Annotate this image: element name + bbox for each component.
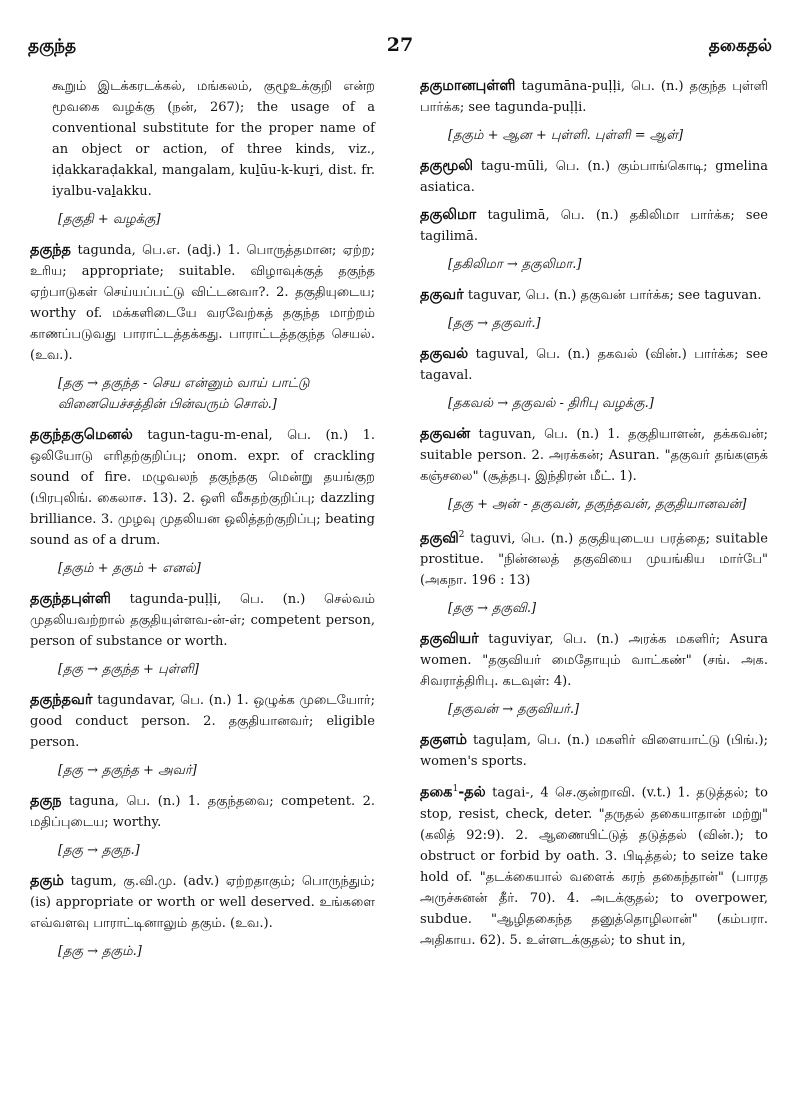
headword: தகுவன் bbox=[420, 426, 471, 442]
definition-text: taguna, பெ. (n.) 1. தகுந்தவை; competent. 2. மதிப்புடைய; worthy. bbox=[30, 794, 375, 830]
dictionary-entry bbox=[30, 690, 375, 753]
definition-text: taguvar, பெ. (n.) தகுவன் பார்க்க; see taguvan. bbox=[467, 288, 762, 303]
headword: தகுந்தவர் bbox=[30, 692, 93, 708]
etymology-note: [தகுவன் → தகுவியர்.] bbox=[448, 702, 580, 718]
etymology-note: [தகு → தகுந்த + அவர்] bbox=[58, 763, 197, 778]
etymology-note: [தகவல் → தகுவல் - திரிபு வழக்கு.] bbox=[448, 396, 654, 411]
dictionary-entry bbox=[30, 240, 375, 366]
definition-text: tagum, கு.வி.மு. (adv.) ஏற்றதாகும்; பொருந்தும்; (is) appropriate or worth or well deserved. உங்களை எவ்வளவு பாராட்டினாலும் தகும். (உவ.). bbox=[30, 874, 376, 931]
header-right-guideword: தகைதல் bbox=[708, 36, 772, 56]
headword: தகுமூலி bbox=[420, 158, 474, 174]
definition-text: taguviyar, பெ. (n.) அரக்க மகளிர்; Asura women. "தகுவியர் மைதோயும் வாட்கண்" (சங். அக. சிவராத்திரிபு. கடவுள்: 4). bbox=[420, 632, 768, 690]
dictionary-entry bbox=[420, 629, 768, 692]
dictionary-entry bbox=[30, 589, 375, 652]
headword: தகுவியர் bbox=[420, 631, 479, 648]
definition-text: taguvi, பெ. (n.) தகுதியுடைய பரத்தை; suitable prostitue. "நின்னலத் தகுவியை முயங்கிய மார்பே" (அகநா. 196 : 13) bbox=[420, 531, 768, 589]
etymology-note: [தகும் + ஆன + புள்ளி. புள்ளி = ஆள்] bbox=[448, 128, 684, 143]
dictionary-entry bbox=[30, 871, 375, 934]
headword: தகுந்த bbox=[30, 242, 71, 258]
homonym-number: 2 bbox=[458, 530, 465, 540]
definition-text: கூறும் இடக்கரடக்கல், மங்கலம், குழூஉக்குறி என்ற மூவகை வழக்கு (நன், 267); the usage of a conventional substitute for the proper name of an object or action, of three kinds, viz., iḍakkaraḍakkal, mangalam, kuḻūu-k-kuṟi, dist. fr. iyalbu-vaḻakku. bbox=[52, 79, 375, 199]
headword: தகுலிமா bbox=[420, 207, 477, 223]
page-number: 27 bbox=[386, 34, 414, 56]
definition-text: tagundavar, பெ. (n.) 1. ஒழுக்க முடையோர்; good conduct person. 2. தகுதியானவர்; eligible person. bbox=[30, 693, 375, 750]
definition-text: tagun-tagu-m-enal, பெ. (n.) 1. ஒலியோடு எரிதற்குறிப்பு; onom. expr. of crackling sound of fire. மழுவலந் தகுந்தகு மென்று தயங்குற (பிரபுலிங். கைலாச. 13). 2. ஒளி வீசுதற்குறிப்பு; dazzling brilliance. 3. முழவு முதலியன ஒலித்தற்குறிப்பு; beating sound as of a drum. bbox=[30, 428, 375, 548]
headword: தகுமானபுள்ளி bbox=[420, 78, 516, 94]
definition-text: tagulimā, பெ. (n.) தகிலிமா பார்க்க; see tagilimā. bbox=[420, 208, 768, 244]
etymology-note: [தகு → தகுந்த + புள்ளி] bbox=[58, 662, 199, 677]
definition-text: tagunda-puḷḷi, பெ. (n.) செல்வம் முதலியவற்றால் தகுதியுள்ளவ-ன்-ள்; competent person, person of substance or worth. bbox=[30, 592, 375, 649]
dictionary-entry bbox=[30, 425, 375, 551]
definition-text: tagunda, பெ.எ. (adj.) 1. பொருத்தமான; ஏற்ற; உரிய; appropriate; suitable. விழாவுக்குத் தகுந்த ஏற்பாடுகள் செய்யப்பட்டு விட்டனவா?. 2. தகுதியுடைய; worthy of. மக்களிடையே வரவேற்கத் தகுந்த மாற்றம் காணப்படுவது பாராட்டத்தக்கது. பாராட்டத்தகுந்த செயல். (உவ.). bbox=[30, 243, 375, 363]
right-column bbox=[420, 76, 768, 958]
etymology-note: [தகும் + தகும் + எனல்] bbox=[58, 561, 201, 576]
dictionary-entry bbox=[420, 730, 768, 772]
headword: தகுவல் bbox=[420, 346, 469, 362]
entry-continuation bbox=[30, 76, 375, 202]
headword: தகுந்தகுமெனல் bbox=[30, 427, 133, 443]
headword-suffix: -தல் bbox=[458, 784, 486, 801]
definition-text: tagumāna-puḷḷi, பெ. (n.) தகுந்த புள்ளி பார்க்க; see tagunda-puḷḷi. bbox=[420, 79, 768, 115]
etymology-note: [தகு → தகும்.] bbox=[58, 944, 142, 959]
headword: தகுவர் bbox=[420, 287, 464, 303]
etymology-note: [தகு → தகுந்த - செய என்னும் வாய் பாட்டு வினையெச்சத்தின் பின்வரும் சொல்.] bbox=[58, 376, 310, 412]
headword: தகும் bbox=[30, 873, 64, 889]
etymology-note: [தகுதி + வழக்கு] bbox=[58, 212, 161, 227]
dictionary-entry bbox=[420, 424, 768, 487]
dictionary-entry bbox=[420, 205, 768, 247]
dictionary-entry bbox=[420, 156, 768, 198]
headword: தகுவி bbox=[420, 530, 459, 547]
etymology-note: [தகு + அன் - தகுவன், தகுந்தவன், தகுதியானவன்] bbox=[448, 497, 747, 512]
dictionary-entry bbox=[420, 285, 768, 306]
dictionary-entry bbox=[420, 344, 768, 386]
etymology-note: [தகு → தகுவர்.] bbox=[448, 316, 541, 331]
etymology-note: [தகு → தகுவி.] bbox=[448, 601, 537, 617]
homonym-number: 1 bbox=[452, 784, 459, 795]
dictionary-entry bbox=[420, 779, 768, 950]
headword: தகுந்தபுள்ளி bbox=[30, 591, 111, 607]
page-header bbox=[28, 36, 772, 62]
etymology-note: [தகு → தகுந.] bbox=[58, 843, 140, 858]
dictionary-entry bbox=[420, 76, 768, 118]
definition-text: tagai-, 4 செ.குன்றாவி. (v.t.) 1. தடுத்தல்; to stop, resist, check, deter. "தருதல் தகையாதான் மற்று" (கலித் 92:9). 2. ஆணையிட்டுத் தடுத்தல் (வின்.); to obstruct or forbid by oath. 3. பிடித்தல்; to seize take hold of. "தடக்கையால் வளைக் கரந் தகைந்தான்" (பாரத அருச்சுனன் தீர். 70). 4. அடக்குதல்; to overpower, subdue. "ஆழிதகைந்த தனுத்தொழிலான்" (கம்பரா. அதிகாய. 62). 5. உள்ளடக்குதல்; to shut in, bbox=[420, 785, 768, 948]
definition-text: tagu-mūli, பெ. (n.) கும்பாங்கொடி; gmelina asiatica. bbox=[420, 159, 768, 195]
headword: தகுந bbox=[30, 793, 62, 809]
dictionary-entry bbox=[30, 791, 375, 833]
dictionary-entry bbox=[420, 525, 768, 591]
etymology-note: [தகிலிமா → தகுலிமா.] bbox=[448, 257, 582, 272]
definition-text: taguval, பெ. (n.) தகவல் (வின்.) பார்க்க; see tagaval. bbox=[420, 347, 769, 383]
left-column bbox=[30, 76, 375, 972]
definition-text: taguḷam, பெ. (n.) மகளிர் விளையாட்டு (பிங்.); women's sports. bbox=[420, 733, 768, 770]
header-left-guideword: தகுந்த bbox=[28, 36, 77, 56]
definition-text: taguvan, பெ. (n.) 1. தகுதியாளன், தக்கவன்; suitable person. 2. அரக்கன்; Asuran. "தகுவர் தங்களுக் கஞ்சலை" (சூத்தபு. இந்திரன் மீட். 1). bbox=[420, 427, 768, 484]
headword: தகுளம் bbox=[420, 732, 467, 749]
headword: தகை bbox=[420, 784, 453, 801]
